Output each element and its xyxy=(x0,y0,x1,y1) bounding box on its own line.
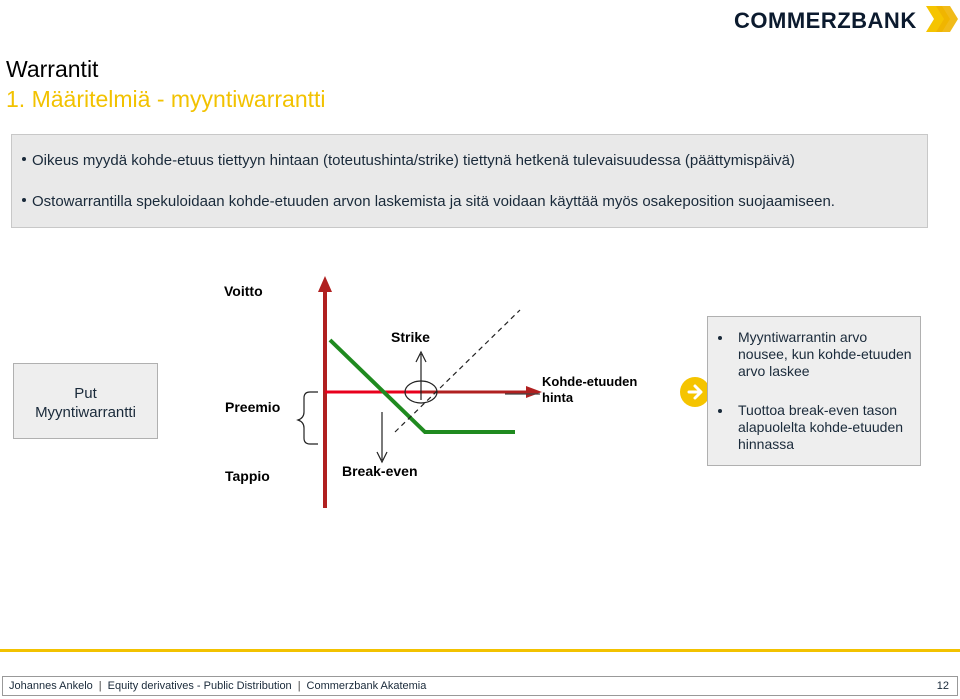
label-tappio: Tappio xyxy=(225,468,270,484)
kohde-line-2: hinta xyxy=(542,390,574,405)
intro-bullet-text: Ostowarrantilla spekuloidaan kohde-etuuden arvon laskemista ja sitä voidaan käyttää myös osakeposition suojaamiseen. xyxy=(32,193,835,210)
label-strike: Strike xyxy=(391,329,430,345)
arrow-right-icon xyxy=(680,377,710,407)
footer: Johannes Ankelo | Equity derivatives - Public Distribution | Commerzbank Akatemia 12 xyxy=(2,676,958,696)
x-axis-arrow-icon xyxy=(526,386,542,398)
footer-divider xyxy=(0,649,960,652)
preemio-brace-icon xyxy=(298,392,318,444)
page-title: Warrantit xyxy=(6,56,99,82)
bullet-icon xyxy=(718,409,722,413)
intro-bullet-text: Oikeus myydä kohde-etuus tiettyyn hintaan (toteutushinta/strike) tiettynä hetkenä tulevaisuudessa (päättymispäivä) xyxy=(32,152,795,169)
bullet-icon xyxy=(718,336,722,340)
page-number: 12 xyxy=(936,680,949,692)
y-axis-arrow-icon xyxy=(318,276,332,292)
footer-topic: Equity derivatives - Public Distribution xyxy=(107,680,292,692)
explanation-text: Myyntiwarrantin arvo nousee, kun kohde-etuuden arvo laskee xyxy=(738,329,912,379)
footer-author: Johannes Ankelo xyxy=(9,680,93,692)
page-subtitle: 1. Määritelmiä - myyntiwarrantti xyxy=(6,86,326,112)
explanation-item-1 xyxy=(718,329,918,380)
explanation-box xyxy=(707,316,921,466)
explanation-item-2 xyxy=(718,402,918,453)
put-label: Put xyxy=(74,385,97,402)
put-sublabel: Myyntiwarrantti xyxy=(35,404,136,421)
kohde-line-1: Kohde-etuuden xyxy=(542,374,638,389)
label-preemio: Preemio xyxy=(225,399,281,415)
label-voitto: Voitto xyxy=(224,283,263,299)
explanation-text: Tuottoa break-even tason alapuolelta kohde-etuuden hinnassa xyxy=(738,402,904,452)
label-kohde-etuuden-hinta xyxy=(542,374,637,406)
label-break-even: Break-even xyxy=(342,463,418,479)
logo-text: COMMERZBANK xyxy=(734,8,917,33)
footer-org: Commerzbank Akatemia xyxy=(306,680,427,692)
